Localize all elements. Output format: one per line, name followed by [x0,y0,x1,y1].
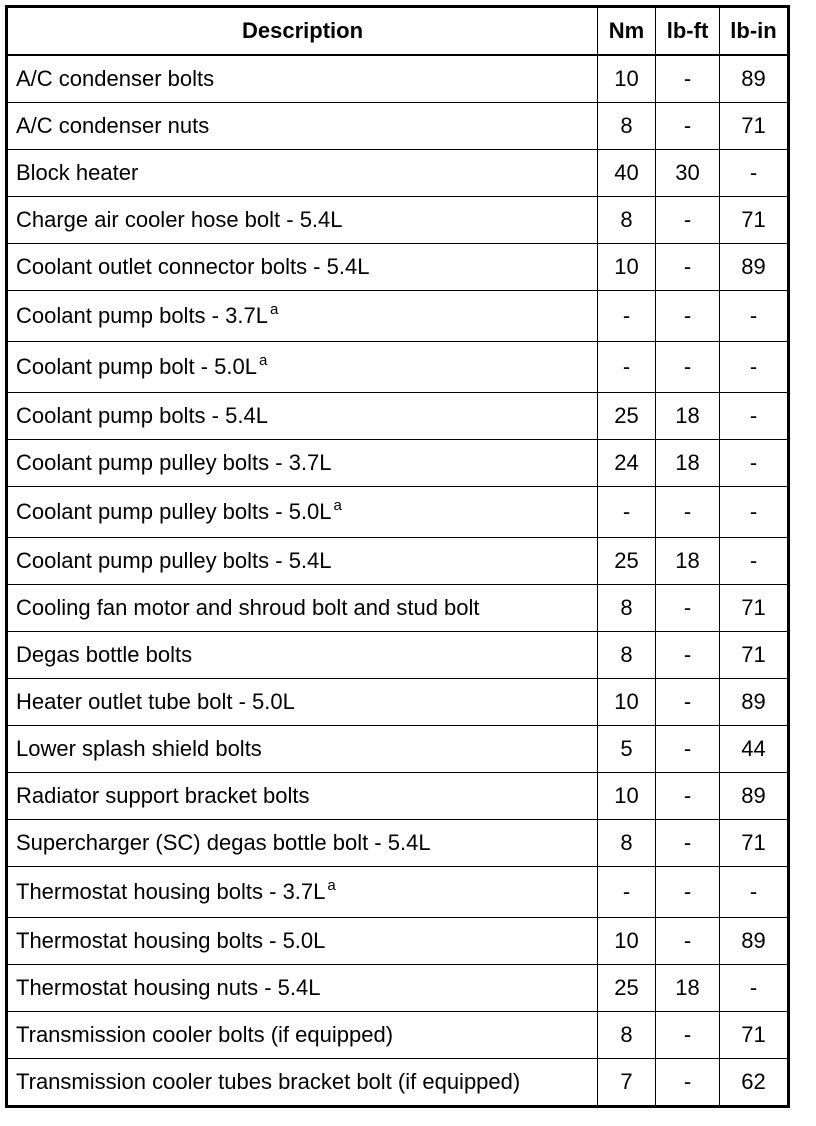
row-description-cell [7,244,598,291]
row-lb-ft-value: - [656,773,720,820]
row-description-cell [7,773,598,820]
row-description-cell [7,342,598,393]
table-row [7,1012,789,1059]
row-nm-value: 8 [598,103,656,150]
row-description: Heater outlet tube bolt - 5.0L [16,689,295,714]
table-body [7,55,789,1107]
row-description-cell [7,103,598,150]
row-nm-value: 10 [598,918,656,965]
row-lb-in-value: - [720,538,789,585]
table-row [7,342,789,393]
table-row [7,820,789,867]
row-lb-ft-value: - [656,867,720,918]
row-lb-ft-value: - [656,342,720,393]
row-description-cell [7,965,598,1012]
row-lb-ft-value: - [656,487,720,538]
row-description-cell [7,726,598,773]
row-description: Coolant pump bolts - 3.7L [16,303,268,328]
row-lb-ft-value: - [656,726,720,773]
row-description: Coolant pump pulley bolts - 5.4L [16,548,332,573]
header-nm: Nm [598,7,656,56]
row-nm-value: - [598,291,656,342]
table-row [7,291,789,342]
table-row [7,726,789,773]
row-description-cell [7,632,598,679]
row-lb-ft-value: - [656,55,720,103]
table-row [7,487,789,538]
table-row [7,679,789,726]
row-lb-in-value: 89 [720,679,789,726]
row-nm-value: 10 [598,244,656,291]
row-description: Coolant pump pulley bolts - 5.0L [16,499,332,524]
row-nm-value: 7 [598,1059,656,1107]
row-lb-ft-value: - [656,1059,720,1107]
row-lb-ft-value: - [656,820,720,867]
row-description: A/C condenser bolts [16,66,215,91]
footnote-marker: a [258,352,268,369]
row-description: Charge air cooler hose bolt - 5.4L [16,207,343,232]
row-lb-in-value: - [720,150,789,197]
row-lb-ft-value: 18 [656,440,720,487]
row-description: Coolant pump bolts - 5.4L [16,403,268,428]
row-nm-value: 10 [598,773,656,820]
row-description: Transmission cooler bolts (if equipped) [16,1022,394,1047]
row-nm-value: 25 [598,538,656,585]
table-row [7,585,789,632]
row-lb-ft-value: 30 [656,150,720,197]
row-lb-in-value: 71 [720,632,789,679]
row-lb-in-value: - [720,291,789,342]
row-description: Radiator support bracket bolts [16,783,310,808]
row-description: Thermostat housing bolts - 3.7L [16,879,326,904]
row-description-cell [7,487,598,538]
row-description: Supercharger (SC) degas bottle bolt - 5.4L [16,830,431,855]
row-lb-in-value: - [720,393,789,440]
row-description: Degas bottle bolts [16,642,193,667]
row-description: Coolant pump pulley bolts - 3.7L [16,450,332,475]
row-nm-value: - [598,487,656,538]
row-nm-value: - [598,342,656,393]
row-lb-ft-value: 18 [656,965,720,1012]
row-lb-ft-value: - [656,585,720,632]
row-lb-ft-value: - [656,1012,720,1059]
row-lb-ft-value: - [656,291,720,342]
header-lb-in: lb-in [720,7,789,56]
row-lb-in-value: 71 [720,103,789,150]
row-lb-ft-value: - [656,918,720,965]
row-lb-in-value: - [720,487,789,538]
row-lb-ft-value: - [656,244,720,291]
row-lb-in-value: 89 [720,918,789,965]
row-lb-in-value: 89 [720,244,789,291]
table-row [7,244,789,291]
table-row [7,773,789,820]
row-nm-value: 5 [598,726,656,773]
footnote-marker: a [327,877,336,894]
row-nm-value: 10 [598,55,656,103]
table-row [7,918,789,965]
row-description-cell [7,393,598,440]
row-description-cell [7,867,598,918]
row-lb-in-value: - [720,342,789,393]
row-lb-ft-value: - [656,103,720,150]
row-description-cell [7,55,598,103]
row-description: Thermostat housing nuts - 5.4L [16,975,321,1000]
row-description-cell [7,585,598,632]
table-row [7,103,789,150]
table-row [7,393,789,440]
table-row [7,1059,789,1107]
row-description: A/C condenser nuts [16,113,210,138]
row-lb-in-value: - [720,965,789,1012]
row-lb-in-value: 89 [720,55,789,103]
row-description: Transmission cooler tubes bracket bolt (if equipped) [16,1069,521,1094]
row-lb-in-value: - [720,867,789,918]
row-lb-in-value: 44 [720,726,789,773]
row-lb-in-value: 89 [720,773,789,820]
row-description-cell [7,538,598,585]
row-description: Lower splash shield bolts [16,736,262,761]
row-description-cell [7,197,598,244]
footnote-marker: a [333,497,342,514]
table-row [7,150,789,197]
row-nm-value: 10 [598,679,656,726]
row-description-cell [7,1059,598,1107]
table-row [7,538,789,585]
footnote-marker: a [269,301,279,318]
row-description: Block heater [16,160,139,185]
row-description: Coolant outlet connector bolts - 5.4L [16,254,370,279]
row-lb-ft-value: - [656,679,720,726]
row-lb-in-value: - [720,440,789,487]
row-description-cell [7,820,598,867]
row-description-cell [7,150,598,197]
row-lb-in-value: 71 [720,820,789,867]
row-nm-value: 25 [598,393,656,440]
row-nm-value: 8 [598,585,656,632]
table-row [7,867,789,918]
table-row [7,197,789,244]
row-description-cell [7,679,598,726]
row-nm-value: 25 [598,965,656,1012]
row-description-cell [7,918,598,965]
row-lb-ft-value: 18 [656,538,720,585]
row-nm-value: 8 [598,632,656,679]
row-description-cell [7,1012,598,1059]
row-nm-value: 40 [598,150,656,197]
row-lb-ft-value: 18 [656,393,720,440]
row-description-cell [7,440,598,487]
row-lb-in-value: 71 [720,585,789,632]
row-nm-value: 8 [598,1012,656,1059]
row-description: Cooling fan motor and shroud bolt and stud bolt [16,595,480,620]
row-nm-value: 24 [598,440,656,487]
row-description-cell [7,291,598,342]
row-lb-in-value: 71 [720,197,789,244]
row-lb-ft-value: - [656,197,720,244]
row-nm-value: - [598,867,656,918]
row-lb-in-value: 71 [720,1012,789,1059]
table-row [7,55,789,103]
header-row [7,7,789,56]
row-description: Coolant pump bolt - 5.0L [16,354,257,379]
row-lb-in-value: 62 [720,1059,789,1107]
table-row [7,965,789,1012]
row-nm-value: 8 [598,197,656,244]
table-row [7,632,789,679]
header-description: Description [7,7,598,56]
row-description: Thermostat housing bolts - 5.0L [16,928,326,953]
row-lb-ft-value: - [656,632,720,679]
torque-spec-table [5,5,790,1108]
table-row [7,440,789,487]
header-lb-ft: lb-ft [656,7,720,56]
row-nm-value: 8 [598,820,656,867]
